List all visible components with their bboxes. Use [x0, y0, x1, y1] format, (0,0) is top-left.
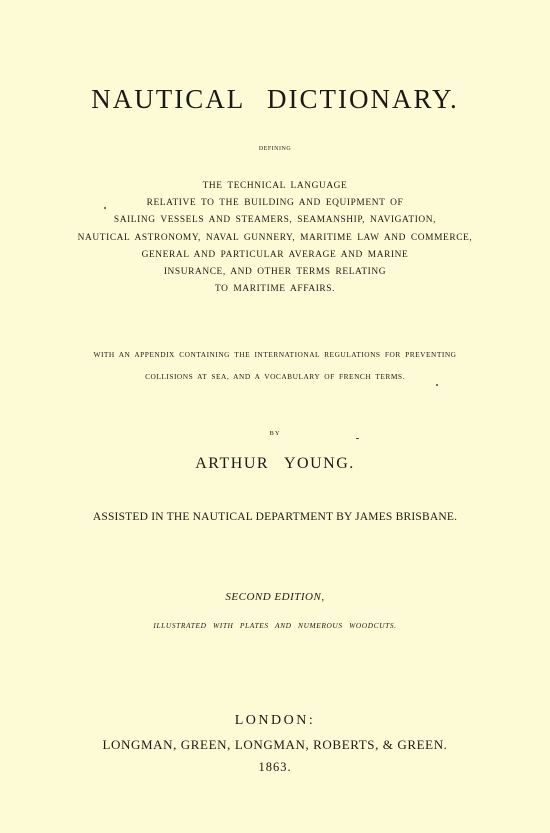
appendix-line: WITH AN APPENDIX CONTAINING THE INTERNATIONAL REGULATIONS FOR PREVENTING — [93, 350, 457, 359]
author-name: ARTHUR YOUNG. — [195, 455, 355, 472]
by-label: BY — [269, 430, 281, 437]
book-title: NAUTICAL DICTIONARY. — [91, 84, 459, 114]
description-line: GENERAL AND PARTICULAR AVERAGE AND MARINE — [141, 250, 409, 260]
edition-label: SECOND EDITION, — [225, 591, 325, 603]
imprint-year: 1863. — [258, 760, 292, 774]
appendix-line: COLLISIONS AT SEA, AND A VOCABULARY OF FRENCH TERMS. — [145, 372, 405, 381]
paper-speck — [436, 384, 438, 386]
description-line: NAUTICAL ASTRONOMY, NAVAL GUNNERY, MARITIME LAW AND COMMERCE, — [77, 233, 473, 243]
imprint-city: LONDON: — [234, 713, 316, 728]
paper-speck — [104, 207, 106, 209]
illustrated-line: ILLUSTRATED WITH PLATES AND NUMEROUS WOODCUTS. — [153, 621, 397, 630]
paper-speck — [356, 438, 359, 439]
description-line: INSURANCE, AND OTHER TERMS RELATING — [163, 267, 387, 277]
description-line: RELATIVE TO THE BUILDING AND EQUIPMENT OF — [146, 198, 404, 208]
imprint-publisher: LONGMAN, GREEN, LONGMAN, ROBERTS, & GREEN. — [102, 737, 448, 752]
assisted-by-line: ASSISTED IN THE NAUTICAL DEPARTMENT BY JAMES BRISBANE. — [92, 511, 458, 523]
description-line: THE TECHNICAL LANGUAGE — [202, 181, 348, 191]
description-line: SAILING VESSELS AND STEAMERS, SEAMANSHIP, NAVIGATION, — [113, 215, 437, 225]
defining-label: DEFINING — [258, 146, 292, 152]
description-line: TO MARITIME AFFAIRS. — [214, 284, 336, 294]
